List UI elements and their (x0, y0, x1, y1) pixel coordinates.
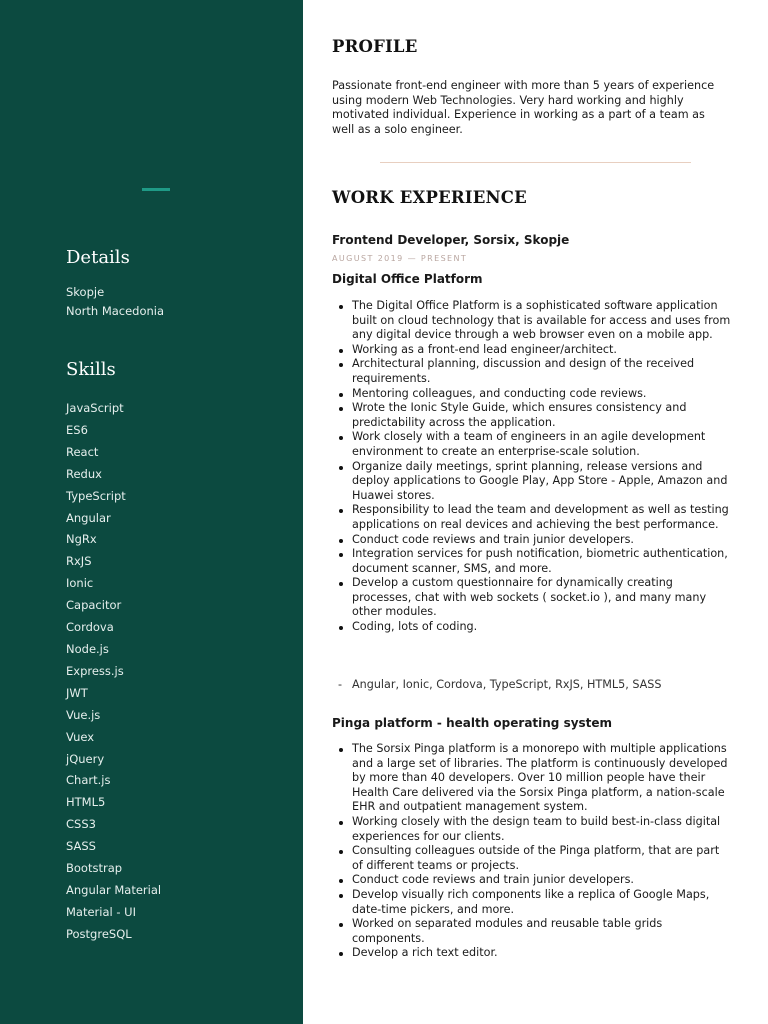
skill-item: Bootstrap (66, 861, 123, 876)
skills-list (66, 398, 161, 946)
skills-heading: Skills (66, 359, 116, 380)
skill-item: Angular (66, 510, 111, 525)
skill-item: ES6 (66, 422, 88, 437)
sidebar (0, 0, 303, 1024)
tech-stack-text: Angular, Ionic, Cordova, TypeScript, RxJS, HTML5, SASS (352, 678, 662, 691)
skill-item: SASS (66, 839, 96, 854)
list-item: Coding, lots of coding. (352, 620, 732, 635)
list-item: The Digital Office Platform is a sophisticated software application built on cloud technology that is available for access and uses from any digital device through a web browser even on a mobile app. (352, 299, 731, 342)
list-item: Organize daily meetings, sprint planning, release versions and deploy applications to Google Play, App Store - Apple, Amazon and Huawei stores. (352, 460, 732, 504)
project-title: Digital Office Platform (332, 272, 483, 286)
list-item: Integration services for push notification, biometric authentication, document scanner, SMS, and more. (352, 547, 732, 576)
list-item: Develop visually rich components like a replica of Google Maps, date-time pickers, and more. (352, 888, 732, 917)
project-title: Pinga platform - health operating system (332, 716, 613, 730)
project-bullet-list (352, 299, 732, 635)
list-item: Develop a rich text editor. (352, 946, 732, 961)
skill-item: Vuex (66, 729, 95, 744)
list-item: Wrote the Ionic Style Guide, which ensures consistency and predictability across the application. (352, 401, 732, 430)
skill-item: TypeScript (66, 488, 126, 503)
skill-item: JWT (66, 685, 88, 700)
list-item: Working as a front-end lead engineer/architect. (352, 343, 732, 358)
list-item: Mentoring colleagues, and conducting code reviews. (352, 387, 732, 402)
project-bullet-list (352, 742, 732, 961)
skill-item: RxJS (66, 554, 92, 569)
sidebar-accent-line (142, 188, 170, 191)
details-country: North Macedonia (66, 303, 165, 318)
skill-item: CSS3 (66, 817, 96, 832)
skill-item: Vue.js (66, 707, 101, 722)
list-item: Architectural planning, discussion and design of the received requirements. (352, 357, 732, 386)
skill-item: Angular Material (66, 882, 162, 897)
skill-item: Node.js (66, 641, 109, 656)
job-dates: AUGUST 2019 — PRESENT (332, 254, 468, 263)
list-item: Work closely with a team of engineers in an agile development environment to create an enterprise-scale solution. (352, 430, 732, 459)
skill-item: HTML5 (66, 795, 106, 810)
skill-item: Capacitor (66, 598, 122, 613)
details-city: Skopje (66, 285, 105, 299)
tech-stack (338, 678, 662, 691)
skill-item: Redux (66, 466, 102, 481)
job-title: Frontend Developer, Sorsix, Skopje (332, 233, 570, 247)
list-item: Responsibility to lead the team and development as well as testing applications on real devices and achieving the best performance. (352, 503, 732, 532)
skill-item: jQuery (66, 751, 105, 766)
skill-item: Express.js (66, 663, 124, 678)
skill-item: Ionic (66, 576, 94, 591)
skill-item: JavaScript (66, 401, 124, 415)
details-heading: Details (66, 247, 130, 268)
skill-item: PostgreSQL (66, 926, 132, 941)
skill-item: Chart.js (66, 773, 111, 788)
tech-dash: - (338, 678, 343, 691)
skill-item: Cordova (66, 620, 114, 635)
list-item: The Sorsix Pinga platform is a monorepo with multiple applications and a large set of libraries. The platform is continuously developed by more than 40 developers. Over 10 million people have their Health Care delivered via the Sorsix Pinga platform, a nation-scale EHR and outpatient management system. (352, 742, 732, 815)
details-list (66, 283, 164, 320)
list-item: Working closely with the design team to build best-in-class digital experiences for our clients. (352, 815, 732, 844)
list-item: Conduct code reviews and train junior developers. (352, 873, 732, 888)
skill-item: NgRx (66, 532, 97, 547)
work-experience-heading: WORK EXPERIENCE (332, 188, 527, 207)
skill-item: React (66, 444, 99, 459)
list-item: Worked on separated modules and reusable table grids components. (352, 917, 732, 946)
list-item: Consulting colleagues outside of the Pinga platform, that are part of different teams or projects. (352, 844, 732, 873)
profile-text: Passionate front-end engineer with more than 5 years of experience using modern Web Technologies. Very hard working and highly motivated individual. Experience in working as a part of a team as well as a solo engineer. (332, 79, 715, 136)
profile-heading: PROFILE (332, 37, 418, 56)
skill-item: Material - UI (66, 904, 136, 919)
list-item: Develop a custom questionnaire for dynamically creating processes, chat with web sockets ( socket.io ), and many many other modules. (352, 576, 732, 620)
section-divider (380, 162, 691, 163)
list-item: Conduct code reviews and train junior developers. (352, 533, 732, 548)
